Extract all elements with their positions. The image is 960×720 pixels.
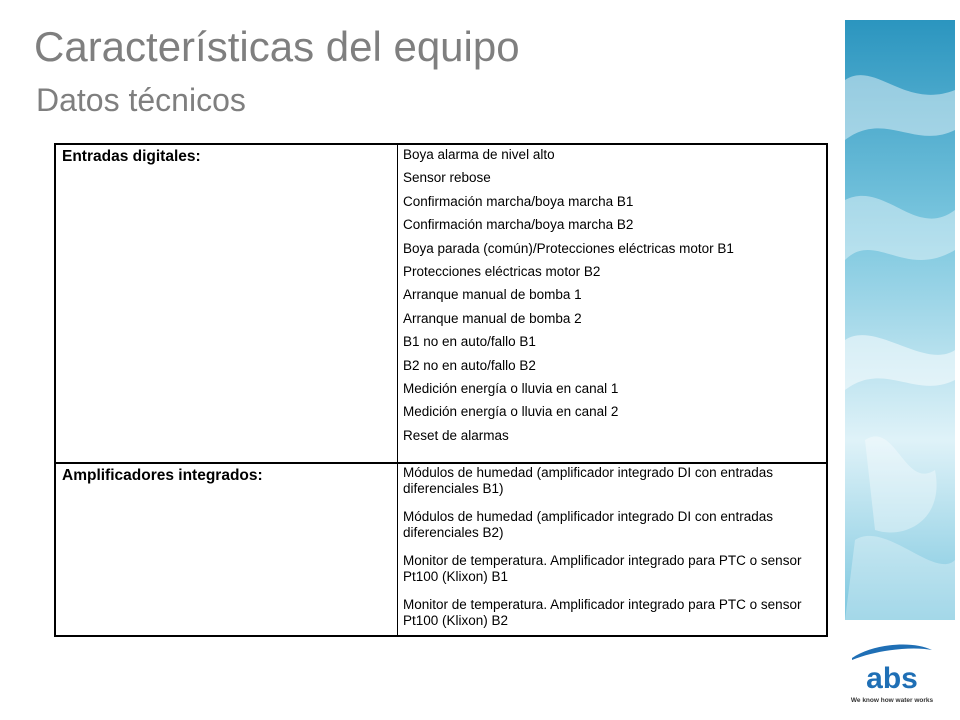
list-item: Reset de alarmas [403, 427, 509, 443]
logo-swoosh [852, 644, 932, 660]
list-item: Medición energía o lluvia en canal 1 [403, 380, 619, 396]
section-digital-inputs [56, 145, 826, 462]
section-label: Amplificadores integrados: [62, 467, 263, 484]
list-item: Arranque manual de bomba 2 [403, 310, 582, 326]
list-item: Confirmación marcha/boya marcha B2 [403, 217, 634, 233]
list-item: Monitor de temperatura. Amplificador integrado para PTC o sensor Pt100 (Klixon) B1 [403, 553, 802, 584]
list-item: Protecciones eléctricas motor B2 [403, 263, 601, 279]
spec-table [54, 143, 828, 637]
list-item: Medición energía o lluvia en canal 2 [403, 404, 619, 420]
column-divider [397, 145, 398, 462]
section-label: Entradas digitales: [62, 148, 201, 165]
list-item: Módulos de humedad (amplificador integrado DI con entradas diferenciales B1) [403, 465, 773, 496]
list-item: Módulos de humedad (amplificador integrado DI con entradas diferenciales B2) [403, 509, 773, 540]
section-integrated-amplifiers [56, 462, 826, 635]
item-list [403, 464, 822, 640]
column-divider [397, 464, 398, 635]
list-item: Boya alarma de nivel alto [403, 147, 555, 162]
abs-logo [846, 636, 938, 708]
slide-title: Características del equipo [34, 23, 520, 70]
water-image-strip [845, 20, 955, 620]
list-item: Sensor rebose [403, 170, 491, 186]
logo-tagline: We know how water works [850, 697, 934, 704]
list-item: B1 no en auto/fallo B1 [403, 334, 536, 350]
logo-wordmark: abs [866, 662, 918, 695]
item-list [403, 145, 822, 449]
slide-subtitle: Datos técnicos [36, 82, 246, 118]
list-item: B2 no en auto/fallo B2 [403, 357, 536, 373]
list-item: Boya parada (común)/Protecciones eléctricas motor B1 [403, 240, 734, 256]
list-item: Arranque manual de bomba 1 [403, 287, 582, 303]
list-item: Monitor de temperatura. Amplificador integrado para PTC o sensor Pt100 (Klixon) B2 [403, 597, 802, 628]
list-item: Confirmación marcha/boya marcha B1 [403, 193, 634, 209]
